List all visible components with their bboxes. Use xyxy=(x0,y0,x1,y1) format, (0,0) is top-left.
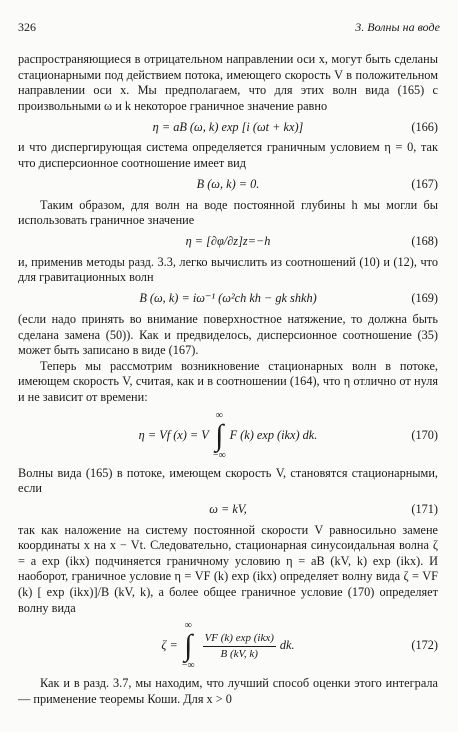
equation-number: (166) xyxy=(411,119,438,134)
page-body xyxy=(18,52,438,707)
equation-lhs: η = Vf (x) = V xyxy=(138,427,209,442)
paragraph: Теперь мы рассмотрим возникновение стационарных волн в потоке, имеющем скорость V, считая, как и в соотношении (164), что η отлично от нуля и не зависит от времени: xyxy=(18,358,438,404)
equation-number: (169) xyxy=(411,291,438,306)
lower-limit: −∞ xyxy=(181,660,195,672)
running-header xyxy=(18,20,440,36)
fraction xyxy=(203,632,276,661)
paragraph: Таким образом, для волн на воде постоянной глубины h мы могли бы использовать граничное значение xyxy=(18,197,438,228)
paragraph: Как и в разд. 3.7, мы находим, что лучший способ оценки этого интеграла — применение теоремы Коши. Для x > 0 xyxy=(18,676,438,706)
equation-170 xyxy=(18,406,438,466)
equation-166 xyxy=(18,114,438,140)
equation-number: (170) xyxy=(411,427,438,442)
lower-limit: −∞ xyxy=(212,449,226,461)
chapter-title: 3. Волны на воде xyxy=(355,20,440,34)
equation-formula: B (ω, k) = 0. xyxy=(196,176,260,191)
paragraph: и что диспергирующая система определяется граничным условием η = 0, так что дисперсионное соотношение имеет вид xyxy=(18,140,438,170)
equation-number: (168) xyxy=(411,233,438,248)
equation-number: (171) xyxy=(411,501,438,516)
equation-number: (172) xyxy=(411,638,438,653)
page-number: 326 xyxy=(18,20,36,34)
equation-171 xyxy=(18,497,438,523)
equation-formula: ω = kV, xyxy=(209,501,247,516)
equation-formula: η = [∂φ/∂z]z=−h xyxy=(185,233,271,248)
equation-formula: η = aB (ω, k) exp [i (ωt + kx)] xyxy=(152,119,304,134)
equation-169 xyxy=(18,286,438,312)
fraction-numerator: VF (k) exp (ikx) xyxy=(203,632,276,647)
integral-sign xyxy=(182,621,195,671)
integral-sign xyxy=(213,411,226,461)
upper-limit: ∞ xyxy=(184,620,192,632)
equation-number: (167) xyxy=(411,176,438,191)
paragraph: так как наложение на систему постоянной скорости V равносильно замене координаты x на x − Vt. Следовательно, стационарная синусоидальная волна ζ = a exp (ikx) подчиняется граничному условию η = aB (kV, k) exp (ikx). И наоборот, граничное условие η = VF (k) exp (ikx) определяет волну вида ζ = VF (k) [ exp (ikx)]/B (kV, k), а более общее граничное условие (170) определяет волну вида xyxy=(18,522,438,615)
equation-integrand: F (k) exp (ikx) dk. xyxy=(229,427,318,442)
upper-limit: ∞ xyxy=(215,409,223,421)
equation-lhs: ζ = xyxy=(161,638,178,653)
equation-172 xyxy=(18,616,438,676)
fraction-denominator: B (kV, k) xyxy=(220,647,258,660)
paragraph: (если надо принять во внимание поверхностное натяжение, то должна быть сделана замена (50)). Как и предвиделось, дисперсионное соотношение (35) может быть записано в виде (167). xyxy=(18,311,438,358)
paragraph: и, применив методы разд. 3.3, легко вычислить из соотношений (10) и (12), что для гравитационных волн xyxy=(18,254,438,285)
equation-168 xyxy=(18,229,438,255)
equation-formula: B (ω, k) = iω⁻¹ (ω²ch kh − gk shkh) xyxy=(139,291,317,306)
integral-symbol: ∫ xyxy=(215,418,224,452)
paragraph: Волны вида (165) в потоке, имеющем скорость V, становятся стационарными, если xyxy=(18,465,438,496)
equation-167 xyxy=(18,172,438,198)
paragraph: распространяющиеся в отрицательном направлении оси x, могут быть сделаны стационарными под действием потока, имеющего скорость V в положительном направлении оси x. Мы предполагаем, что для этих волн вида (165) с произвольными ω и k некоторое граничное значение равно xyxy=(18,52,438,113)
equation-tail: dk. xyxy=(279,638,295,653)
integral-symbol: ∫ xyxy=(184,629,193,663)
